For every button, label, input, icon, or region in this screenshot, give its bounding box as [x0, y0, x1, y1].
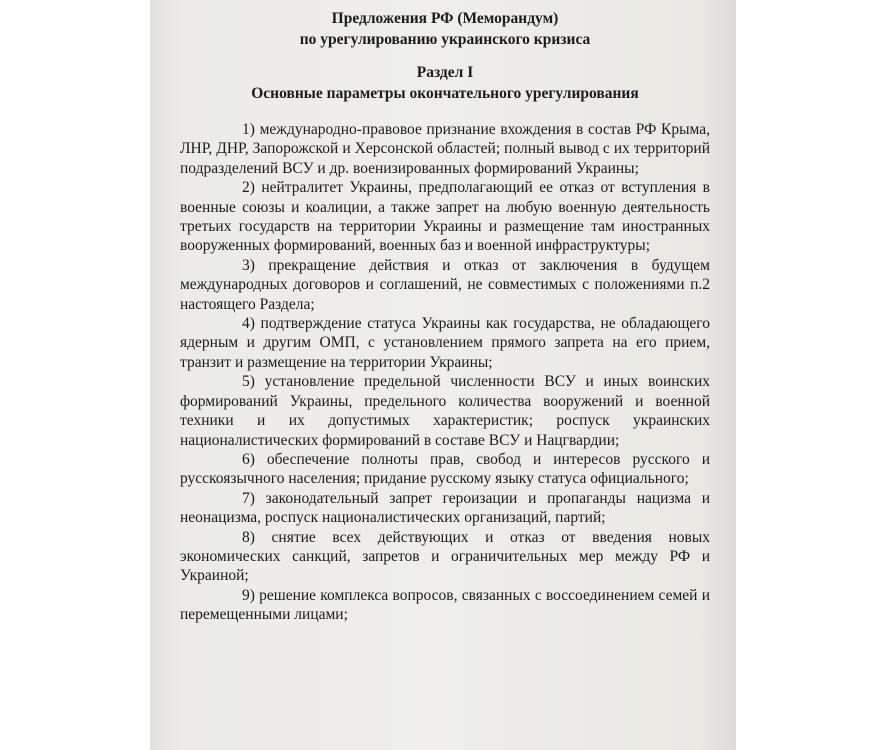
document-page — [150, 0, 736, 750]
document-subtitle: по урегулированию украинского кризиса — [299, 31, 591, 48]
section-subtitle: Основные параметры окончательного урегулирования — [251, 85, 639, 102]
list-item: 5) установление предельной численности ВСУ и иных воинских формирований Украины, предельного количества вооружений и военной техники и их допустимых характеристик; роспуск украинских националистических формирований в составе ВСУ и Нацгвардии; — [180, 373, 710, 449]
list-item: 9) решение комплекса вопросов, связанных с воссоединением семей и перемещенными лицами; — [180, 586, 710, 624]
list-item: 8) снятие всех действующих и отказ от введения новых экономических санкций, запретов и ограничительных мер между РФ и Украиной; — [180, 528, 710, 585]
document-title: Предложения РФ (Меморандум) — [331, 10, 559, 27]
list-item: 1) международно-правовое признание вхождения в состав РФ Крыма, ЛНР, ДНР, Запорожской и Херсонской областей; полный вывод с их территорий подразделений ВСУ и др. военизированных формирований Украины; — [180, 121, 710, 177]
list-item: 3) прекращение действия и отказ от заключения в будущем международных договоров и соглашений, не совместимых с положениями п.2 настоящего Раздела; — [180, 256, 710, 313]
list-item: 4) подтверждение статуса Украины как государства, не обладающего ядерным и другим ОМП, с установлением прямого запрета на его прием, транзит и размещение на территории Украины; — [180, 315, 710, 371]
section-title: Раздел I — [416, 64, 474, 81]
list-item: 2) нейтралитет Украины, предполагающий ее отказ от вступления в военные союзы и коалиции, а также запрет на любую военную деятельность третьих государств на территории Украины и размещение там иностранных вооруженных формирований, военных баз и военной инфраструктуры; — [180, 179, 710, 255]
list-item: 7) законодательный запрет героизации и пропаганды нацизма и неонацизма, роспуск националистических организаций, партий; — [180, 489, 710, 527]
document-body — [180, 8, 710, 625]
list-item: 6) обеспечение полноты прав, свобод и интересов русского и русскоязычного населения; придание русскому языку статуса официального; — [180, 450, 710, 488]
